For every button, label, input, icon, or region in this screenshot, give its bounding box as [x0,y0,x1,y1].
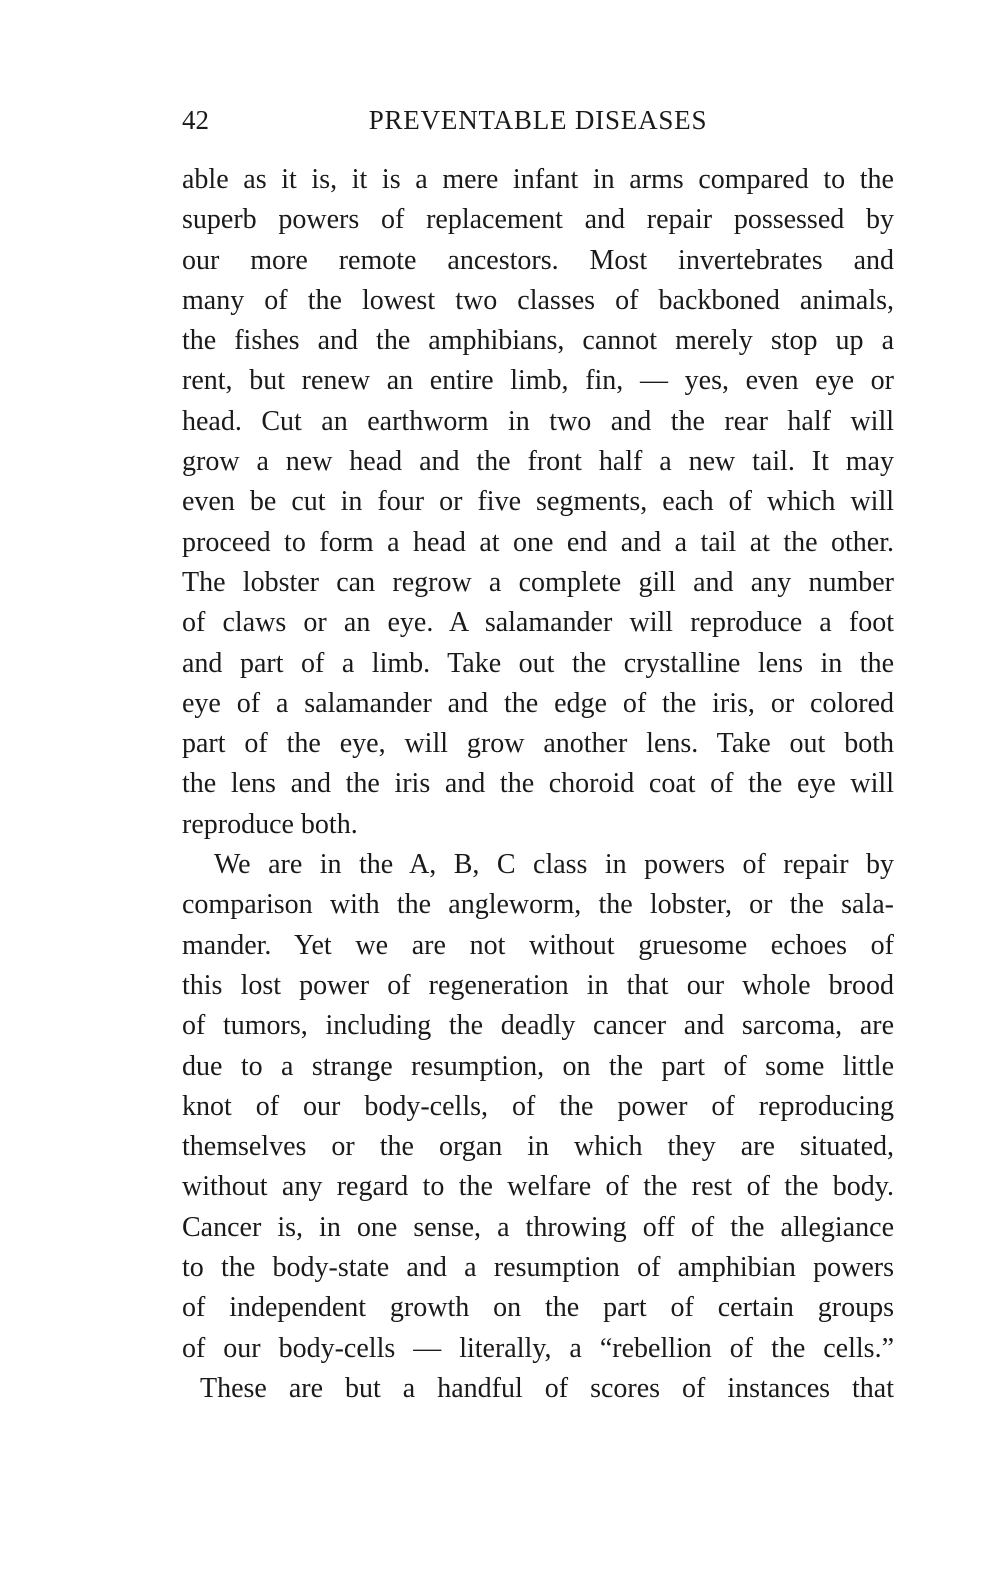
paragraph [182,845,894,1369]
text-line: superb powers of replacement and repair possessed by [182,204,894,236]
page-header [182,100,894,140]
text-line: and part of a limb. Take out the crystalline lens in the [182,647,894,679]
text-line: of claws or an eye. A salamander will reproduce a foot [182,607,894,639]
text-line: mander. Yet we are not without gruesome echoes of [182,929,894,961]
text-line: the lens and the iris and the choroid coat of the eye will [182,768,894,800]
text-line: our more remote ancestors. Most invertebrates and [182,244,894,276]
paragraph [182,160,894,845]
text-line: due to a strange resumption, on the part of some little [182,1050,894,1082]
text-line: proceed to form a head at one end and a tail at the other. [182,526,894,558]
text-line: rent, but renew an entire limb, fin, — yes, even eye or [182,365,894,397]
text-line: able as it is, it is a mere infant in arms compared to the [182,164,894,195]
text-line: grow a new head and the front half a new tail. It may [182,446,894,478]
text-line: the fishes and the amphibians, cannot merely stop up a [182,325,894,357]
text-line: this lost power of regeneration in that our whole brood [182,969,894,1001]
paragraph [182,1369,894,1409]
body-text [182,160,894,1409]
text-line: part of the eye, will grow another lens. Take out both [182,728,894,760]
text-line: The lobster can regrow a complete gill and any number [182,566,894,598]
text-line: many of the lowest two classes of backboned animals, [182,284,894,316]
text-line: reproduce both. [182,808,358,840]
text-line: to the body-state and a resumption of amphibian powers [182,1252,894,1284]
text-line: eye of a salamander and the edge of the iris, or colored [182,687,894,719]
page-number: 42 [182,105,209,135]
text-line: even be cut in four or five segments, each of which will [182,486,894,518]
text-line: of independent growth on the part of certain groups [182,1292,894,1324]
text-line: of tumors, including the deadly cancer and sarcoma, are [182,1010,894,1042]
text-line: Cancer is, in one sense, a throwing off of the allegiance [182,1211,894,1243]
text-line: These are but a handful of scores of instances that [200,1372,894,1404]
text-line: knot of our body-cells, of the power of reproducing [182,1090,894,1122]
text-line: without any regard to the welfare of the rest of the body. [182,1171,894,1203]
running-head: PREVENTABLE DISEASES [368,105,708,135]
text-line: themselves or the organ in which they are situated, [182,1131,894,1163]
text-line: head. Cut an earthworm in two and the rear half will [182,405,894,437]
text-line: We are in the A, B, C class in powers of repair by [214,849,894,881]
text-line: of our body-cells — literally, a “rebellion of the cells.” [182,1332,894,1364]
text-line: comparison with the angleworm, the lobster, or the sala- [182,889,894,921]
